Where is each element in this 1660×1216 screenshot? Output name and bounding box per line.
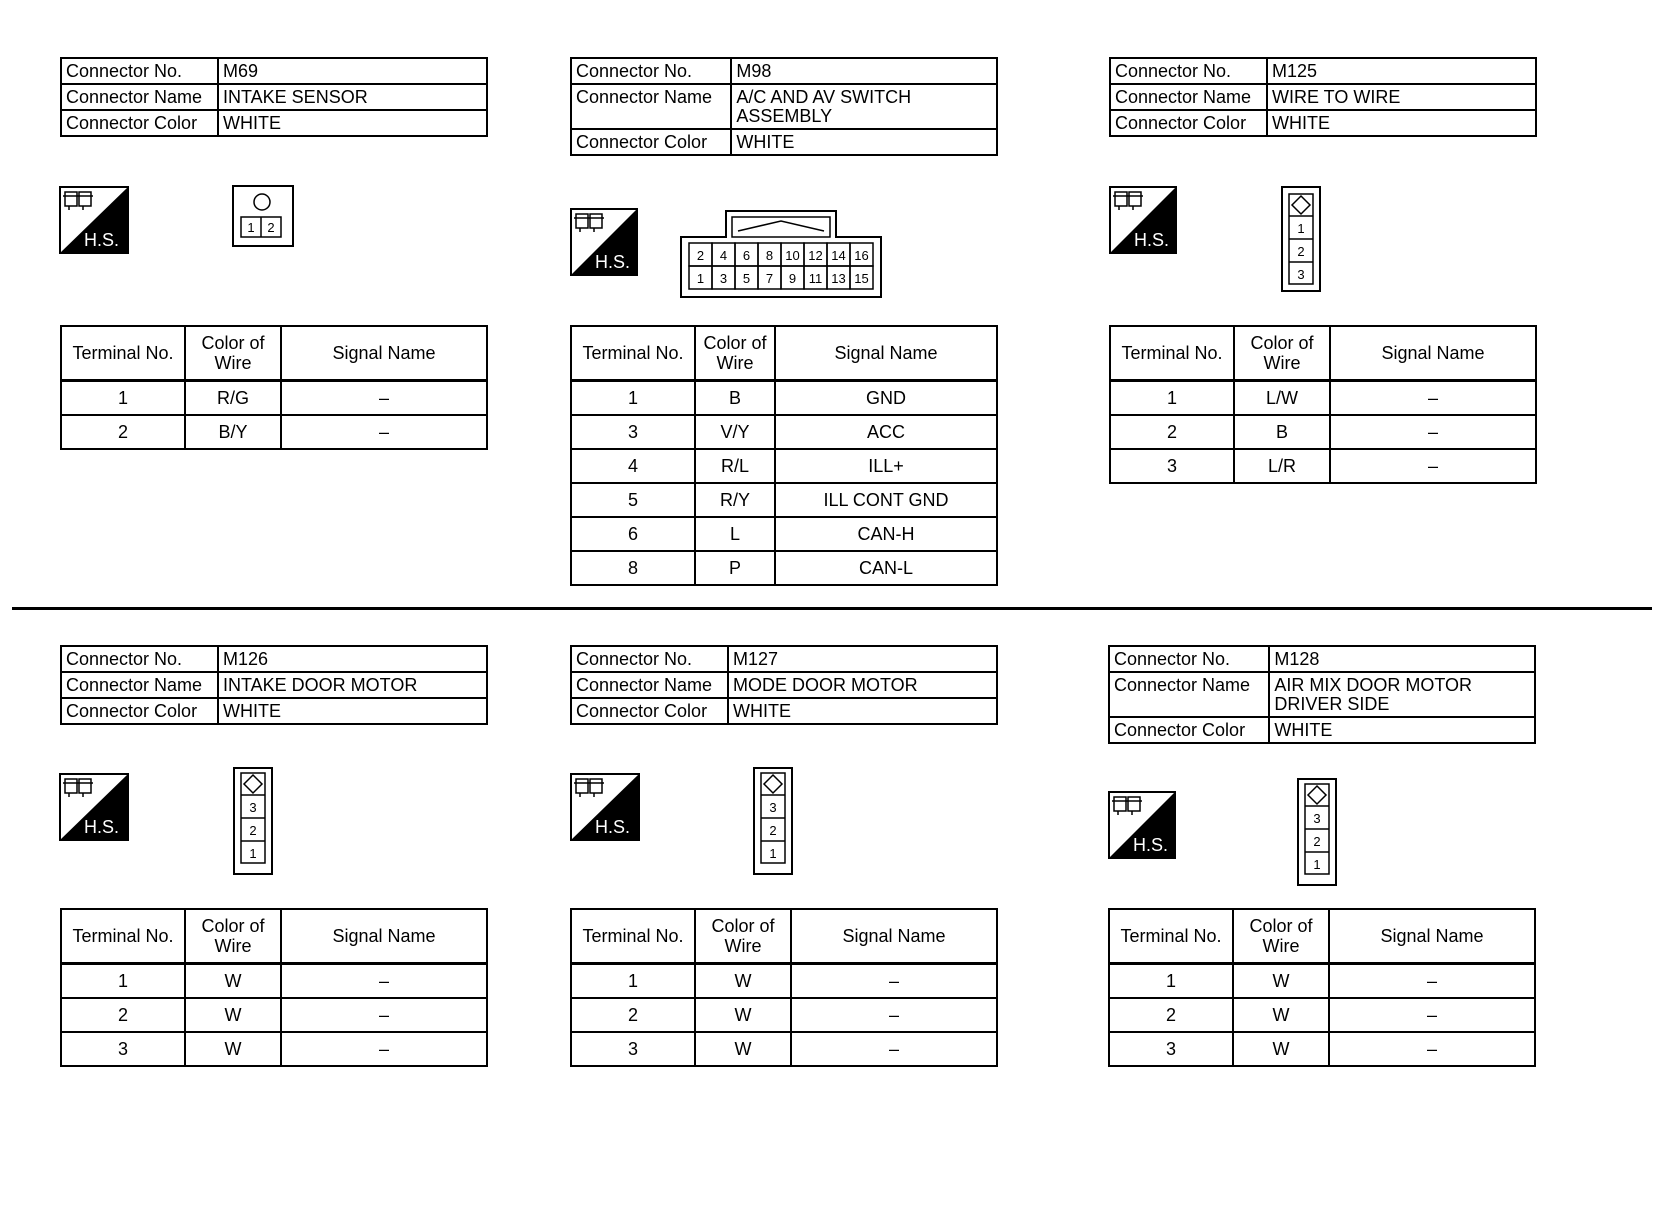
svg-text:1: 1 — [247, 220, 255, 235]
svg-text:2: 2 — [769, 823, 777, 838]
hs-icon — [570, 208, 638, 276]
table-row: 6 L CAN-H — [571, 517, 997, 551]
connector-no: M127 — [728, 646, 997, 672]
connector-info-table — [60, 57, 488, 137]
connector-face-icon — [232, 185, 294, 247]
connector-no: M125 — [1267, 58, 1536, 84]
label-connector-name: Connector Name — [61, 84, 218, 110]
terminal-table — [1108, 908, 1536, 1067]
hs-label: H.S. — [83, 230, 119, 250]
table-row: 1 W – — [571, 964, 997, 999]
header-terminal-no: Terminal No. — [1109, 909, 1233, 964]
table-row: 1 W – — [1109, 964, 1535, 999]
label-connector-no: Connector No. — [1109, 646, 1269, 672]
header-signal-name: Signal Name — [281, 909, 487, 964]
connector-no: M126 — [218, 646, 487, 672]
header-terminal-no: Terminal No. — [571, 909, 695, 964]
terminal-table — [60, 325, 488, 450]
pin-number: 8 — [765, 248, 774, 263]
table-row: 8 P CAN-L — [571, 551, 997, 585]
svg-text:3: 3 — [1297, 267, 1305, 282]
label-connector-color: Connector Color — [61, 698, 218, 724]
svg-text:3: 3 — [249, 800, 257, 815]
hs-label: H.S. — [1132, 835, 1168, 855]
hs-label: H.S. — [594, 252, 630, 272]
label-connector-no: Connector No. — [571, 646, 728, 672]
svg-text:2: 2 — [249, 823, 257, 838]
pin-number: 1 — [696, 271, 705, 286]
label-connector-name: Connector Name — [571, 672, 728, 698]
label-connector-color: Connector Color — [571, 698, 728, 724]
table-row: 3 V/Y ACC — [571, 415, 997, 449]
table-row: 3 W – — [1109, 1032, 1535, 1066]
connector-face-3pin-icon — [1297, 778, 1337, 886]
pin-number: 12 — [808, 248, 823, 263]
connector-no: M98 — [731, 58, 997, 84]
pin-number: 14 — [831, 248, 846, 263]
terminal-table — [1109, 325, 1537, 484]
header-color-of-wire: Color of Wire — [1233, 909, 1329, 964]
svg-text:1: 1 — [769, 846, 777, 861]
pin-number: 7 — [765, 271, 774, 286]
table-row: 2 B – — [1110, 415, 1536, 449]
header-terminal-no: Terminal No. — [61, 326, 185, 381]
label-connector-no: Connector No. — [61, 58, 218, 84]
connector-color: WHITE — [218, 110, 487, 136]
table-row: 1 W – — [61, 964, 487, 999]
connector-color: WHITE — [218, 698, 487, 724]
table-row: 3 W – — [571, 1032, 997, 1066]
pin-number: 13 — [831, 271, 846, 286]
header-color-of-wire: Color of Wire — [185, 909, 281, 964]
label-connector-no: Connector No. — [61, 646, 218, 672]
pin-number: 10 — [785, 248, 800, 263]
label-connector-color: Connector Color — [1109, 717, 1269, 743]
pin-number: 16 — [854, 248, 869, 263]
connector-color: WHITE — [1267, 110, 1536, 136]
hs-icon — [570, 773, 640, 841]
terminal-table — [60, 908, 488, 1067]
connector-name: INTAKE SENSOR — [218, 84, 487, 110]
header-signal-name: Signal Name — [775, 326, 997, 381]
hs-label: H.S. — [83, 817, 119, 837]
pin-number: 3 — [719, 271, 728, 286]
pin-number: 9 — [788, 271, 797, 286]
connector-color: WHITE — [731, 129, 997, 155]
terminal-table — [570, 908, 998, 1067]
pin-number: 6 — [742, 248, 751, 263]
header-color-of-wire: Color of Wire — [1234, 326, 1330, 381]
svg-text:2: 2 — [1297, 244, 1305, 259]
label-connector-no: Connector No. — [1110, 58, 1267, 84]
connector-name: MODE DOOR MOTOR — [728, 672, 997, 698]
connector-face-3pin-icon — [753, 767, 793, 875]
pin-number: 15 — [854, 271, 869, 286]
connector-info-table — [1109, 57, 1537, 137]
table-row: 1 R/G – — [61, 381, 487, 416]
svg-text:1: 1 — [1313, 857, 1321, 872]
pin-number: 5 — [742, 271, 751, 286]
hs-icon — [59, 186, 129, 254]
connector-no: M69 — [218, 58, 487, 84]
table-row: 3 W – — [61, 1032, 487, 1066]
label-connector-no: Connector No. — [571, 58, 731, 84]
svg-text:1: 1 — [249, 846, 257, 861]
header-signal-name: Signal Name — [281, 326, 487, 381]
header-terminal-no: Terminal No. — [61, 909, 185, 964]
table-row: 1 B GND — [571, 381, 997, 416]
table-row: 1 L/W – — [1110, 381, 1536, 416]
connector-name: INTAKE DOOR MOTOR — [218, 672, 487, 698]
label-connector-color: Connector Color — [1110, 110, 1267, 136]
svg-text:3: 3 — [1313, 811, 1321, 826]
svg-text:2: 2 — [1313, 834, 1321, 849]
table-row: 2 W – — [1109, 998, 1535, 1032]
connector-info-table — [570, 57, 998, 156]
connector-name: WIRE TO WIRE — [1267, 84, 1536, 110]
connector-info-table — [1108, 645, 1536, 744]
header-color-of-wire: Color of Wire — [695, 909, 791, 964]
header-signal-name: Signal Name — [1330, 326, 1536, 381]
table-row: 4 R/L ILL+ — [571, 449, 997, 483]
table-row: 3 L/R – — [1110, 449, 1536, 483]
svg-text:2: 2 — [267, 220, 275, 235]
label-connector-color: Connector Color — [61, 110, 218, 136]
pin-number: 4 — [719, 248, 728, 263]
section-divider — [12, 607, 1652, 610]
connector-color: WHITE — [728, 698, 997, 724]
pin-number: 2 — [696, 248, 705, 263]
connector-name: AIR MIX DOOR MOTOR DRIVER SIDE — [1269, 672, 1535, 717]
terminal-table — [570, 325, 998, 586]
header-terminal-no: Terminal No. — [1110, 326, 1234, 381]
hs-icon — [1108, 791, 1176, 859]
connector-face-16pin-icon — [680, 209, 882, 299]
label-connector-name: Connector Name — [1110, 84, 1267, 110]
header-signal-name: Signal Name — [1329, 909, 1535, 964]
table-row: 2 W – — [571, 998, 997, 1032]
label-connector-name: Connector Name — [61, 672, 218, 698]
pin-number: 11 — [808, 271, 823, 286]
header-color-of-wire: Color of Wire — [185, 326, 281, 381]
svg-text:1: 1 — [1297, 221, 1305, 236]
connector-name: A/C AND AV SWITCH ASSEMBLY — [731, 84, 997, 129]
svg-text:3: 3 — [769, 800, 777, 815]
connector-color: WHITE — [1269, 717, 1535, 743]
connector-face-3pin-icon — [233, 767, 273, 875]
header-color-of-wire: Color of Wire — [695, 326, 775, 381]
label-connector-name: Connector Name — [1109, 672, 1269, 717]
connector-info-table — [570, 645, 998, 725]
hs-icon — [1109, 186, 1177, 254]
label-connector-color: Connector Color — [571, 129, 731, 155]
header-signal-name: Signal Name — [791, 909, 997, 964]
hs-icon — [59, 773, 129, 841]
hs-label: H.S. — [1133, 230, 1169, 250]
table-row: 2 W – — [61, 998, 487, 1032]
connector-face-3pin-icon — [1281, 186, 1321, 292]
connector-no: M128 — [1269, 646, 1535, 672]
connector-info-table — [60, 645, 488, 725]
table-row: 5 R/Y ILL CONT GND — [571, 483, 997, 517]
label-connector-name: Connector Name — [571, 84, 731, 129]
header-terminal-no: Terminal No. — [571, 326, 695, 381]
hs-label: H.S. — [594, 817, 630, 837]
table-row: 2 B/Y – — [61, 415, 487, 449]
